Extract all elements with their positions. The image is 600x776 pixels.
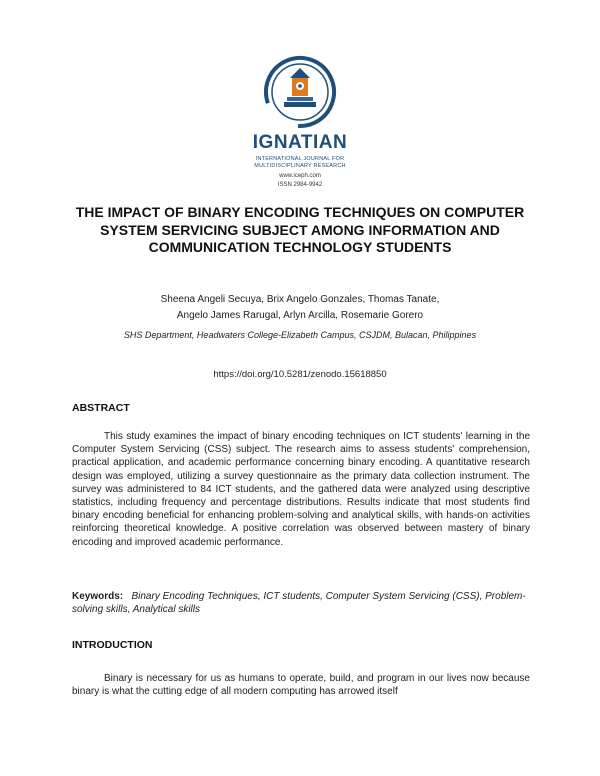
logo-eye-dot (298, 84, 302, 88)
journal-website[interactable]: www.iceph.com (279, 173, 321, 179)
journal-subtitle-1: INTERNATIONAL JOURNAL FOR (255, 156, 345, 162)
journal-issn: ISSN 2984-9942 (277, 182, 323, 188)
logo-book-2 (287, 97, 313, 101)
logo-book (284, 102, 316, 107)
keywords (72, 590, 530, 616)
keywords-text: Binary Encoding Techniques, ICT students, Computer System Servicing (CSS), Problem-solving skills, Analytical skills (72, 591, 526, 616)
authors-line-1: Sheena Angeli Secuya, Brix Angelo Gonzales, Thomas Tanate, (160, 294, 440, 305)
logo-roof (290, 68, 310, 78)
introduction-heading: INTRODUCTION (72, 639, 153, 651)
paper-title: THE IMPACT OF BINARY ENCODING TECHNIQUES ON COMPUTER SYSTEM SERVICING SUBJECT AMONG INFORMATION AND COMMUNICATION TECHNOLOGY STUDENTS (75, 204, 525, 255)
abstract-heading: ABSTRACT (72, 402, 130, 414)
authors-line-2: Angelo James Rarugal, Arlyn Arcilla, Rosemarie Gorero (176, 310, 424, 321)
abstract-body: This study examines the impact of binary encoding techniques on ICT students' learning in the Computer System Servicing (CSS) subject. The research aims to assess students' comprehension, practical application, and academic performance concerning binary encoding. A quantitative research design was employed, utilizing a survey questionnaire as the primary data collection instrument. The survey was administered to 84 ICT students, and the gathered data were analyzed using descriptive statistics, including frequency and percentage distributions. Results indicate that most students find binary encoding beneficial for enhancing problem-solving and analytical skills, with hands-on activities reinforcing theoretical knowledge. A positive correlation was observed between mastery of binary encoding and improved academic performance. (72, 431, 530, 548)
affiliation: SHS Department, Headwaters College-Elizabeth Campus, CSJDM, Bulacan, Philippines (123, 330, 477, 340)
author-list (0, 292, 600, 324)
keywords-label: Keywords: (72, 591, 124, 602)
journal-name: IGNATIAN (252, 132, 348, 153)
journal-subtitle-2: MULTIDISCIPLINARY RESEARCH (254, 163, 346, 169)
introduction-body: Binary is necessary for us as humans to operate, build, and program in our lives now because binary is what the cutting edge of all modern computing has arrowed itself (72, 673, 530, 698)
doi-link[interactable]: https://doi.org/10.5281/zenodo.15618850 (213, 369, 387, 380)
